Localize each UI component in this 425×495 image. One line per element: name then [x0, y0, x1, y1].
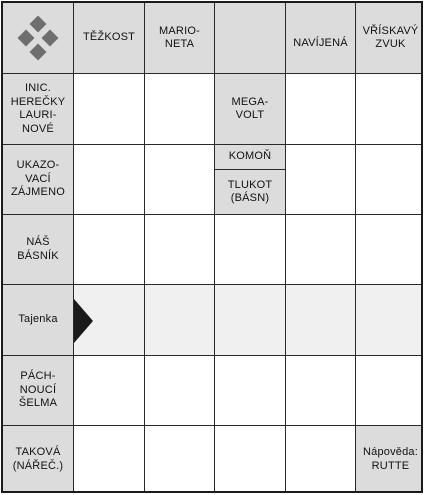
- tajenka-cell[interactable]: [145, 285, 215, 356]
- row-clue-tajenka: Tajenka: [3, 285, 74, 356]
- answer-cell[interactable]: [356, 215, 423, 285]
- answer-cell[interactable]: [145, 74, 215, 145]
- answer-cell[interactable]: [145, 215, 215, 285]
- answer-cell[interactable]: [286, 74, 356, 145]
- header-clue-4: NAVÍJENÁ: [286, 3, 356, 74]
- header-clue-3: [215, 3, 286, 74]
- answer-cell[interactable]: [215, 356, 286, 426]
- row-clue-5: PÁCH- NOUCÍ ŠELMA: [3, 356, 74, 426]
- logo-cell: [3, 3, 74, 74]
- hint-cell: Nápověda: RUTTE: [356, 426, 423, 493]
- tajenka-cell[interactable]: [215, 285, 286, 356]
- answer-cell[interactable]: [356, 74, 423, 145]
- clue-megavolt: MEGA- VOLT: [215, 74, 286, 145]
- clue-komon: KOMOŇ: [215, 145, 286, 170]
- triangle-right-icon: [74, 299, 94, 343]
- answer-cell[interactable]: [356, 356, 423, 426]
- answer-cell[interactable]: [286, 426, 356, 493]
- answer-cell[interactable]: [215, 426, 286, 493]
- answer-cell[interactable]: [286, 145, 356, 215]
- tajenka-cell[interactable]: [356, 285, 423, 356]
- answer-cell[interactable]: [74, 356, 145, 426]
- row-clue-3: NÁŠ BÁSNÍK: [3, 215, 74, 285]
- answer-cell[interactable]: [74, 74, 145, 145]
- clue-tlukot: TLUKOT (BÁSN): [215, 170, 286, 215]
- header-clue-5: VŘÍSKAVÝ ZVUK: [356, 3, 423, 74]
- answer-cell[interactable]: [286, 215, 356, 285]
- answer-cell[interactable]: [145, 356, 215, 426]
- row-clue-2: UKAZO- VACÍ ZÁJMENO: [3, 145, 74, 215]
- header-clue-1: TĚŽKOST: [74, 3, 145, 74]
- answer-cell[interactable]: [145, 145, 215, 215]
- answer-cell[interactable]: [145, 426, 215, 493]
- answer-cell[interactable]: [356, 145, 423, 215]
- crossword-grid: [1, 1, 423, 493]
- answer-cell[interactable]: [74, 426, 145, 493]
- answer-cell[interactable]: [286, 356, 356, 426]
- answer-cell[interactable]: [74, 215, 145, 285]
- answer-cell[interactable]: [215, 215, 286, 285]
- header-clue-2: MARIO- NETA: [145, 3, 215, 74]
- answer-cell[interactable]: [74, 145, 145, 215]
- tajenka-cell[interactable]: [286, 285, 356, 356]
- row-clue-1: INIC. HEREČKY LAURI- NOVÉ: [3, 74, 74, 145]
- row-clue-6: TAKOVÁ (NÁŘEČ.): [3, 426, 74, 493]
- diamond-cluster-icon: [16, 16, 60, 60]
